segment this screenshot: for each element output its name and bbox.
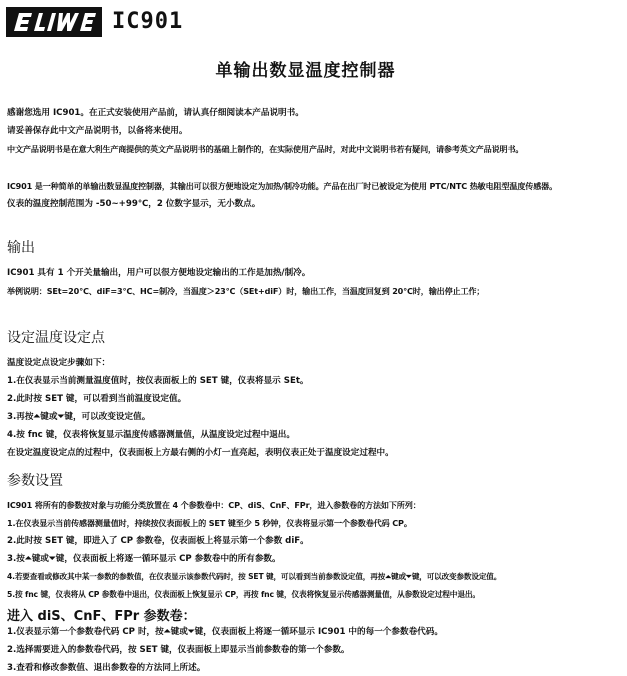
params-line: 5.按 fnc 键，仪表将从 CP 参数卷中退出，仪表面板上恢复显示 CP，再按 fnc 键，仪表将恢复显示传感器测量值，从参数设定过程中退出。 (7, 590, 480, 599)
enter-line: 3.查看和修改参数值、退出参数卷的方法同上所述。 (7, 663, 206, 673)
params-line: 4.若要查看或修改其中某一参数的参数值，在仪表显示该参数代码时，按 SET 键，可以看到当前参数设定值，再按⏶键或⏷键，可以改变参数设定值。 (7, 572, 502, 581)
enter-line: 1.仪表显示第一个参数卷代码 CP 时，按⏶键或⏷键，仪表面板上将逐一循环显示 IC901 中的每一个参数卷代码。 (7, 627, 443, 637)
setpoint-line: 在设定温度设定点的过程中，仪表面板上方最右侧的小灯一直亮起，表明仪表正处于温度设定过程中。 (7, 448, 394, 458)
params-line: 3.按⏶键或⏷键，仪表面板上将逐一循环显示 CP 参数卷中的所有参数。 (7, 554, 281, 564)
params-line: IC901 将所有的参数按对象与功能分类放置在 4 个参数卷中：CP、diS、CnF、FPr，进入参数卷的方法如下所列： (7, 500, 421, 510)
section-heading-setpoint: 设定温度设定点 (7, 330, 105, 346)
overview-line: 仪表的温度控制范围为 -50~+99℃，2 位数字显示，无小数点。 (7, 199, 261, 209)
setpoint-line: 温度设定点设定步骤如下： (7, 358, 111, 368)
section-heading-params: 参数设置 (7, 473, 63, 489)
setpoint-line: 4.按 fnc 键，仪表将恢复显示温度传感器测量值，从温度设定过程中退出。 (7, 430, 295, 440)
intro-line: 中文产品说明书是在意大利生产商提供的英文产品说明书的基础上制作的，在实际使用产品时，对此中文说明书若有疑问，请参考英文产品说明书。 (7, 144, 524, 154)
setpoint-line: 3.再按⏶键或⏷键，可以改变设定值。 (7, 412, 151, 422)
intro-line: 感谢您选用 IC901。在正式安装使用产品前，请认真仔细阅读本产品说明书。 (7, 108, 304, 118)
overview-line: IC901 是一种简单的单输出数显温度控制器，其输出可以很方便地设定为加热/制冷功能。产品在出厂时已被设定为使用 PTC/NTC 热敏电阻型温度传感器。 (7, 181, 558, 191)
model-number: IC901 (112, 9, 184, 34)
section-heading-output: 输出 (7, 240, 35, 256)
intro-line: 请妥善保存此中文产品说明书，以备将来使用。 (7, 126, 188, 136)
enter-line: 2.选择需要进入的参数卷代码，按 SET 键，仪表面板上即显示当前参数卷的第一个参数。 (7, 645, 350, 655)
setpoint-line: 2.此时按 SET 键，可以看到当前温度设定值。 (7, 394, 187, 404)
header (6, 7, 606, 41)
output-line: IC901 具有 1 个开关量输出，用户可以很方便地设定输出的工作是加热/制冷。 (7, 268, 311, 278)
params-line: 2.此时按 SET 键，即进入了 CP 参数卷，仪表面板上将显示第一个参数 diF。 (7, 536, 309, 546)
eliwell-logo (6, 7, 102, 37)
setpoint-line: 1.在仪表显示当前测量温度值时，按仪表面板上的 SET 键，仪表将显示 SEt。 (7, 376, 309, 386)
document-title: 单输出数显温度控制器 (215, 61, 396, 81)
params-line: 1.在仪表显示当前传感器测量值时，持续按仪表面板上的 SET 键至少 5 秒钟，仪表将显示第一个参数卷代码 CP。 (7, 518, 412, 528)
output-line: 举例说明：SEt=20℃、diF=3℃、HC=制冷，当温度＞23℃（SEt+diF）时，输出工作，当温度回复到 20℃时，输出停止工作； (7, 286, 485, 296)
section-heading-enter: 进入 diS、CnF、FPr 参数卷： (7, 609, 196, 624)
